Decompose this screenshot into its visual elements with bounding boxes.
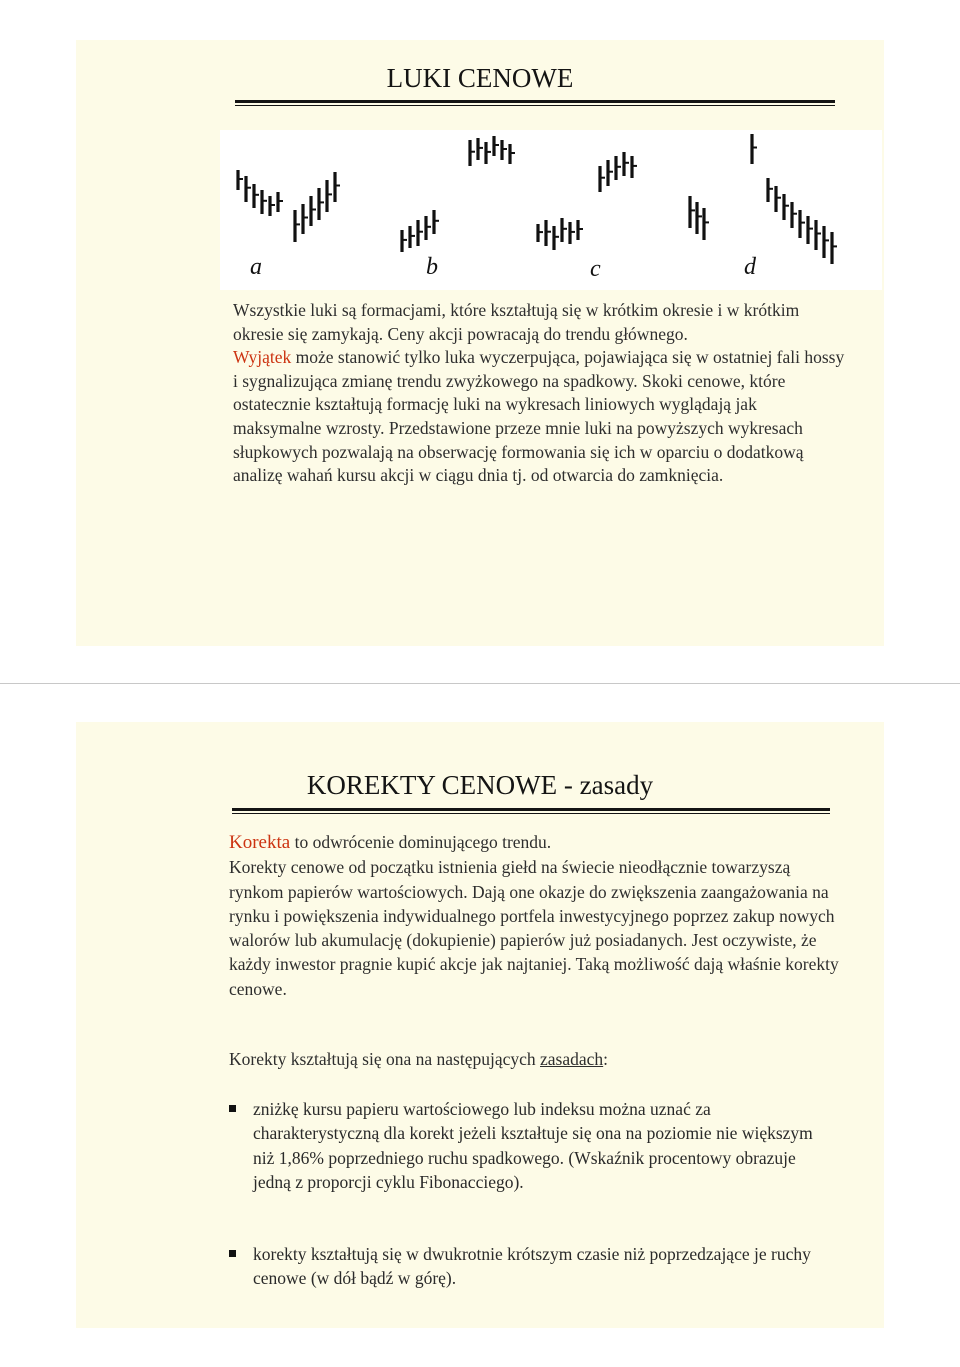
figure-label-a: a	[250, 254, 262, 280]
slide1-highlight-wyjatek: Wyjątek	[233, 347, 292, 368]
bullet-item	[229, 1242, 849, 1292]
gap-pattern-figure	[220, 130, 882, 290]
slide2-highlight-korekta: Korekta	[229, 832, 291, 853]
figure-label-d: d	[744, 254, 756, 280]
slide2-paragraph-1: Korekty cenowe od początku istnienia giełd na świecie nieodłącznie towarzyszą rynkom papierów wartościowych. Dają one okazje do zwiększenia zaangażowania na rynku i powiększenia indywidualnego portfela inwestycyjnego poprzez zakup nowych walorów lub akumulację (dokupienie) papierów już posiadanych. Jest oczywiste, że każdy inwestor pragnie kupić akcje jak najtaniej. Taką możliwość dają właśnie korekty cenowe.	[229, 857, 839, 999]
slide2-definition-text: to odwrócenie dominującego trendu.	[290, 832, 552, 852]
slide2-rules-text: Korekty kształtują się ona na następujących	[229, 1049, 541, 1069]
bullet-text: zniżkę kursu papieru wartościowego lub indeksu można uznać za charakterystyczną dla korekt jeżeli kształtuje się ona na poziomie nie większym niż 1,86% poprzedniego ruchu spadkowego. (Wskaźnik procentowy obrazuje jedną z proporcji cyklu Fibonacciego).	[253, 1099, 813, 1192]
slide1-body	[233, 299, 845, 488]
slide-separator	[0, 683, 960, 684]
slide1-paragraph-2	[233, 346, 845, 488]
slide2-title: KOREKTY CENOWE - zasady	[306, 770, 654, 800]
slide2-rules-intro	[229, 1048, 849, 1072]
slide2-title-rule	[232, 808, 830, 814]
figure-label-c: c	[590, 256, 601, 282]
bullet-text: korekty kształtują się w dwukrotnie krótszym czasie niż poprzedzające je ruchy cenowe (w dół bądź w górę).	[253, 1244, 811, 1289]
slide1-title-rule	[235, 100, 835, 106]
slide2-rules-underlined: zasadach	[540, 1049, 604, 1069]
slide2-definition	[229, 830, 849, 855]
square-bullet-icon	[229, 1105, 236, 1112]
slide1-title: LUKI CENOWE	[386, 63, 574, 93]
bullet-item	[229, 1097, 849, 1217]
slide1-paragraph-1: Wszystkie luki są formacjami, które kształtują się w krótkim okresie i w krótkim okresie się zamykają. Ceny akcji powracają do trendu głównego.	[233, 300, 800, 344]
slide2-rules-colon: :	[603, 1049, 609, 1069]
slide2-body	[229, 830, 849, 1001]
square-bullet-icon	[229, 1250, 236, 1257]
figure-label-b: b	[426, 254, 438, 280]
slide1-paragraph-2-text: może stanowić tylko luka wyczerpująca, pojawiająca się w ostatniej fali hossy i sygnalizująca zmianę trendu zwyżkowego na spadkowy. Skoki cenowe, które ostatecznie kształtują formację luki na wykresach liniowych wyglądają jak maksymalne wzrosty. Przedstawione przeze mnie luki na powyższych wykresach słupkowych pozwalają na obserwację formowania się ich w oparciu o dodatkową analizę wahań kursu akcji w ciągu dnia tj. od otwarcia do zamknięcia.	[233, 347, 845, 486]
